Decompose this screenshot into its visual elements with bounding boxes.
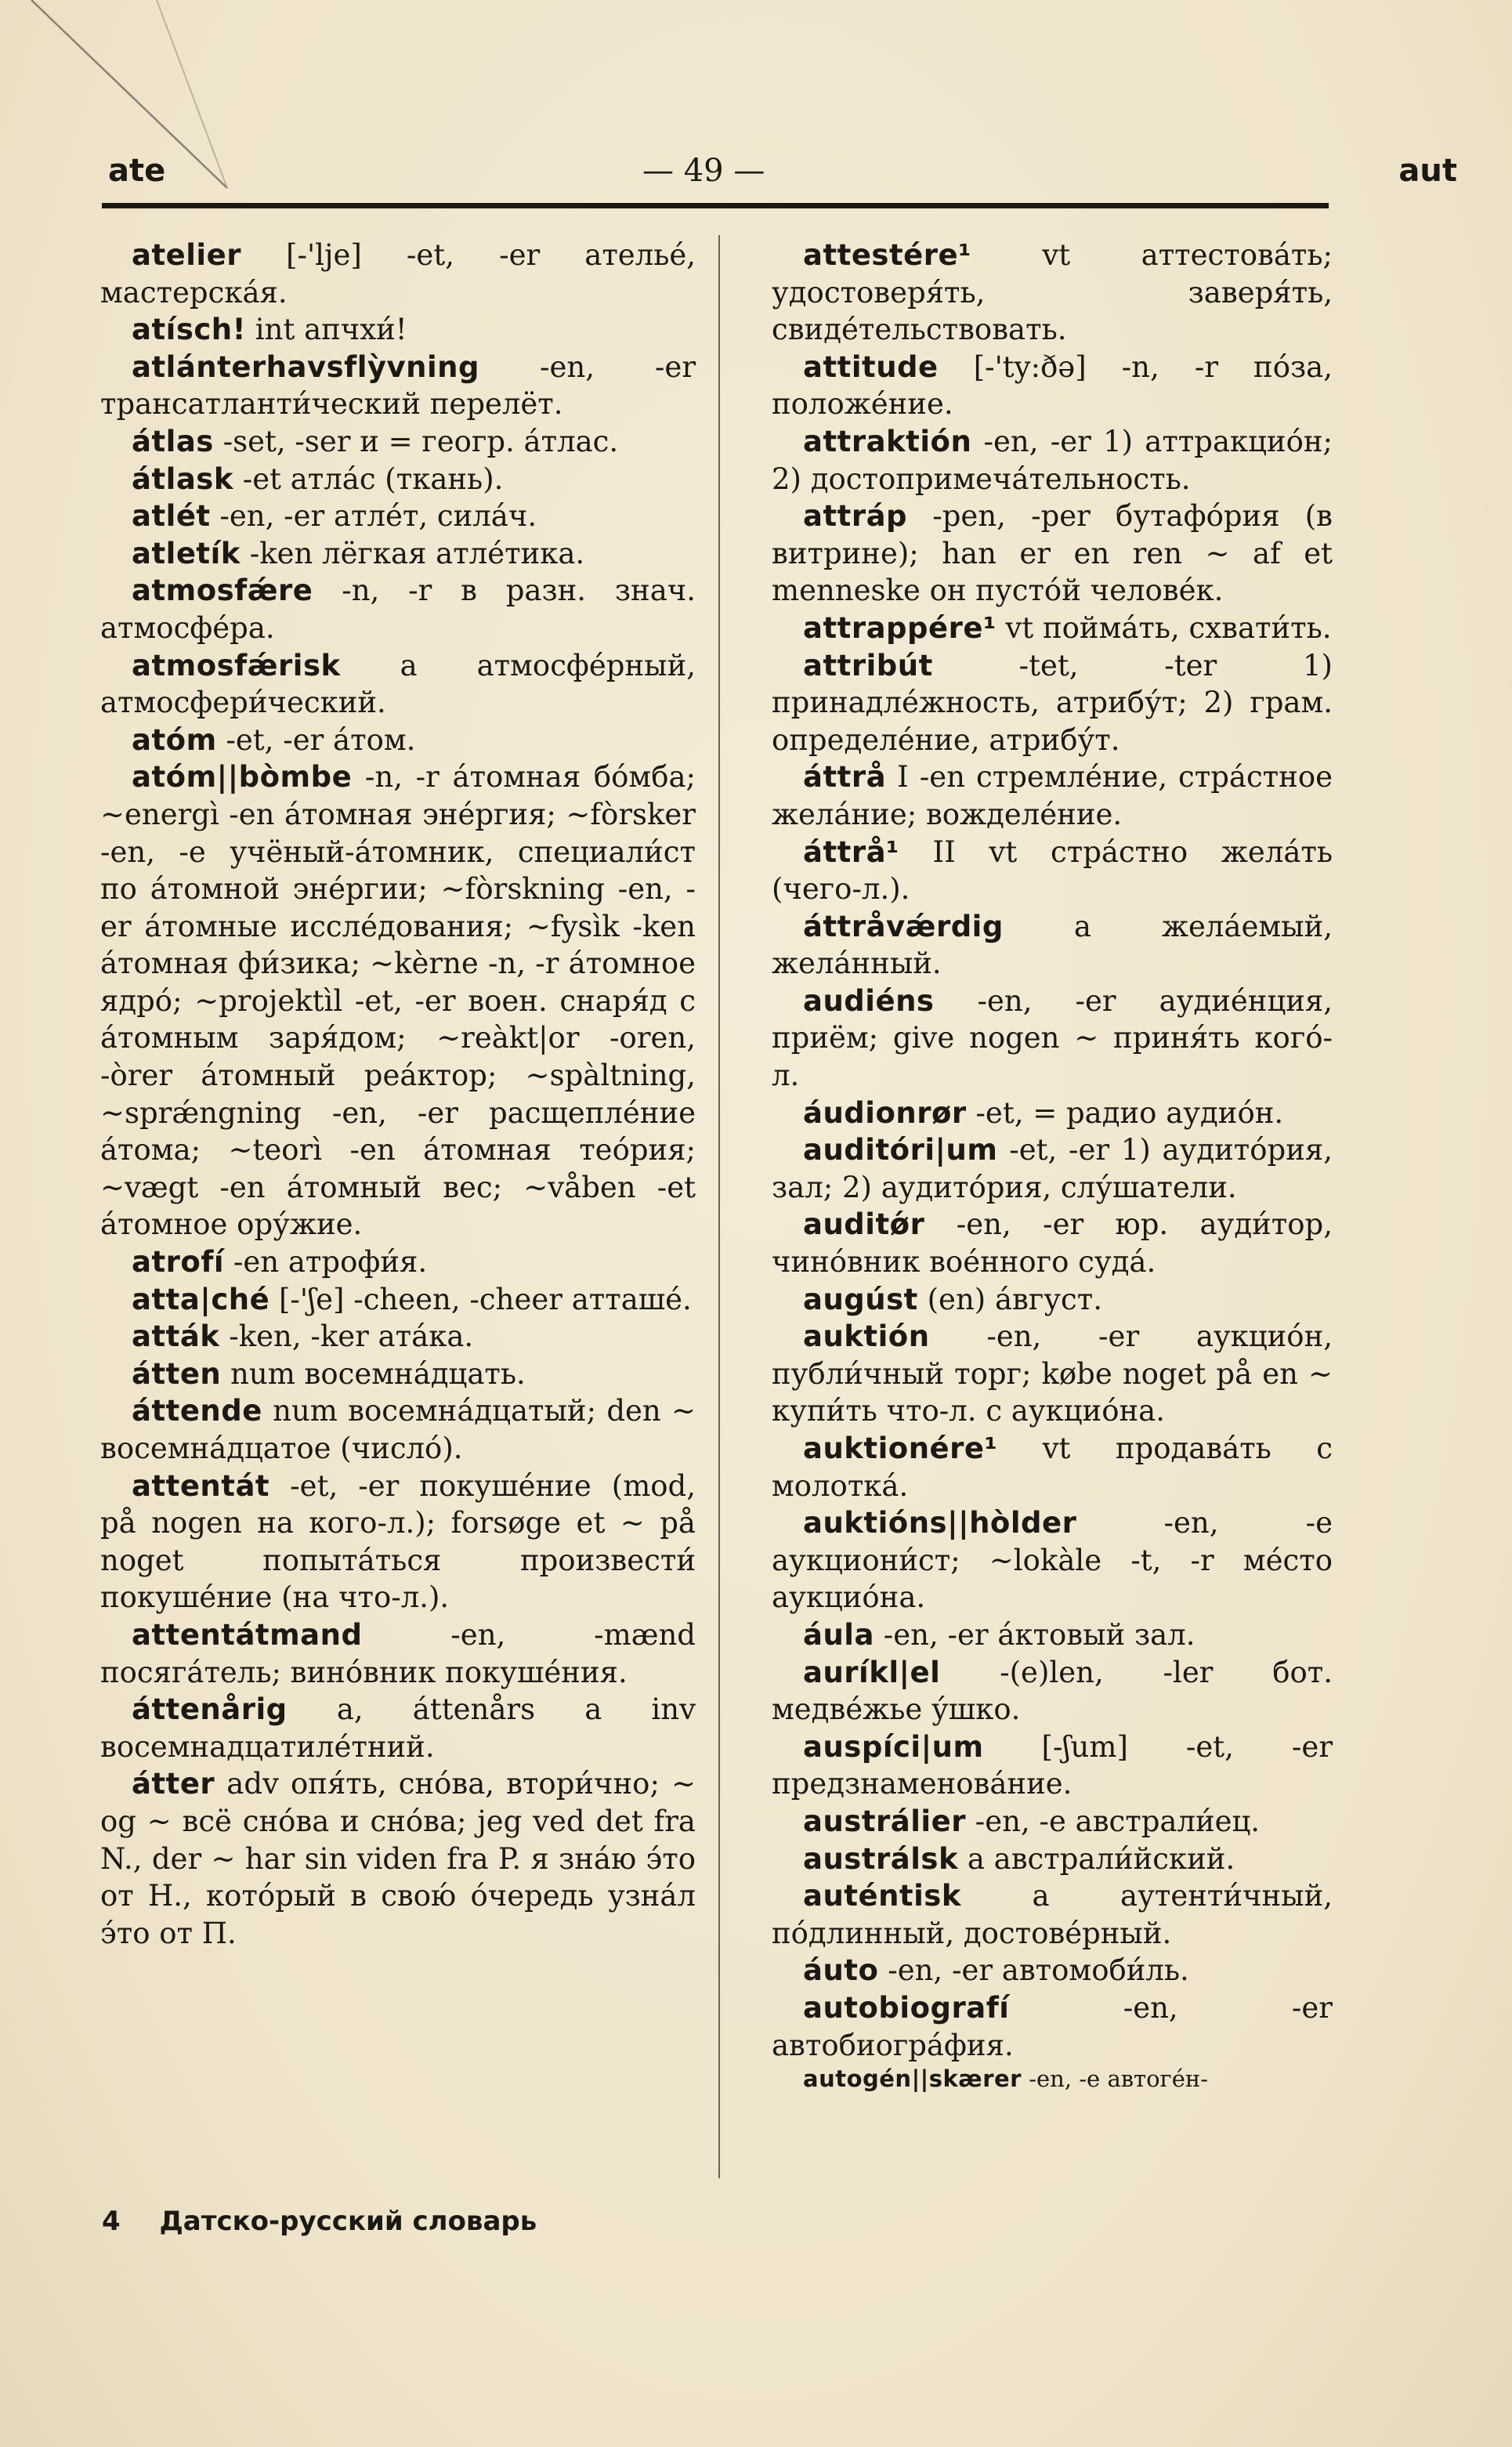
signature-title: Датско-русский словарь [159,2206,537,2237]
dictionary-entry [100,498,696,535]
dictionary-entry [100,535,696,573]
headword: audiéns [803,983,935,1018]
headword: auditóri|um [803,1133,998,1167]
entry-definition: а, áttenårs а inv восемнадцатиле́тний. [100,1692,696,1764]
dictionary-entry [772,1504,1333,1616]
entry-definition: (en) а́вгуст. [927,1282,1102,1316]
dictionary-entry [772,610,1333,647]
entry-definition: -tet, -ter 1) принадле́жность, атрибу́т; 2) грам. определе́ние, атрибу́т. [772,648,1333,757]
entry-definition: -et, -er 1) аудито́рия, зал; 2) аудито́рия, слу́шатели. [772,1133,1333,1204]
headword: áula [803,1617,874,1652]
dictionary-entry [100,1468,696,1616]
headword: auditǿr [803,1207,925,1242]
headword: átlask [132,462,233,496]
dictionary-entry [772,647,1333,759]
entry-definition: -en, -er а́ктовый зал. [883,1617,1195,1652]
dictionary-entry [100,423,696,461]
dictionary-entry [100,1691,696,1765]
headword: átlas [132,424,214,458]
headword: atták [132,1319,220,1354]
headword: atlét [132,499,211,534]
entry-definition: vt продава́ть с молотка́. [772,1432,1333,1503]
entry-definition: [-'ty:ðə] -n, -r по́за, положе́ние. [772,349,1333,422]
headword: autogén||skærer [803,2065,1022,2093]
entry-definition: -et, -er покуше́ние (mod, på nogen на кого-л.); forsøge et ~ på noget попыта́ться произвести́ покуше́ние (на что-л.). [100,1468,696,1615]
entry-definition: -en, -er трансатланти́ческий перелёт. [100,349,696,422]
column-divider [718,235,720,2178]
dictionary-entry [100,1243,696,1281]
entry-definition: -en, -er атле́т, сила́ч. [219,499,537,534]
headword: attitude [803,349,939,384]
header-guide-word-right: aut [1398,153,1457,189]
dictionary-entry [100,1318,696,1356]
dictionary-entry [772,1654,1333,1728]
dictionary-entry [100,647,696,722]
entry-definition: vt пойма́ть, схвати́ть. [1005,610,1332,645]
headword: atelier [132,238,241,272]
headword: auktión [803,1319,930,1354]
entry-definition: -en, -er аукцио́н, публи́чный торг; købe noget på en ~ купи́ть что-л. с аукцио́на. [772,1319,1333,1428]
dictionary-entry [772,1803,1333,1841]
dictionary-entry [772,1131,1333,1206]
headword: auktionére¹ [803,1432,998,1465]
entry-definition: -en атрофи́я. [233,1245,428,1280]
headword: atmosfǽrisk [132,648,341,682]
dictionary-entry [772,1281,1333,1319]
entry-definition: -set, -ser и = геогр. а́тлас. [222,424,619,458]
dictionary-entry [772,237,1333,349]
dictionary-entry [100,1356,696,1393]
dictionary-entry [772,908,1333,983]
dictionary-entry [772,983,1333,1095]
entry-definition: а атмосфе́рный, атмосфери́ческий. [100,648,696,720]
entry-definition: -ken, -ker ата́ка. [229,1319,474,1354]
headword: attráp [803,499,908,534]
dictionary-entry [100,1392,696,1467]
entry-definition: а австрали́йский. [967,1841,1235,1876]
entry-definition: -en, -er юр. ауди́тор, чино́вник вое́нного суда́. [772,1207,1333,1280]
entry-definition: -en, -e аукциони́ст; ~lokàle -t, -r ме́сто аукцио́на. [772,1506,1333,1615]
headword: auktións||hòlder [803,1506,1077,1540]
headword: atlánterhavsflỳvning [132,349,479,384]
entry-definition: num восемна́дцатый; den ~ восемна́дцатое (число́). [100,1394,696,1465]
headword: austrálsk [803,1841,959,1876]
entry-definition: -n, -r а́томная бо́мба; ~energì -en а́томная эне́ргия; ~fòrsker -en, -e учёный-а́томник, специали́ст по а́томной эне́ргии; ~fòrskning -en, -er а́томные иссле́дования; ~fysìk -ken а́томная фи́зика; ~kèrne -n, -r а́томное ядро́; ~projektìl -et, -er воен. снаря́д с а́томным заря́дом; ~reàkt|or -oren, -òrer а́томный реа́ктор; ~spàltning, ~sprǽngning -en, -er расщепле́ние а́тома; ~teorì -en а́томная тео́рия; ~vægt -en а́томный вес; ~våben -et а́томное ору́жие. [100,760,696,1242]
dictionary-entry [100,349,696,423]
entry-definition: II vt стра́стно жела́ть (чего-л.). [772,834,1333,907]
dictionary-entry [772,1206,1333,1280]
entry-definition: -en, -e автоге́н- [1029,2065,1209,2093]
entry-definition: -et, = радио аудио́н. [975,1095,1284,1130]
dictionary-entry [772,2064,1333,2094]
headword: áttenårig [132,1692,288,1727]
headword: auténtisk [803,1879,961,1913]
entry-definition: -(e)len, -ler бот. медве́жье у́шко. [772,1655,1333,1727]
entry-definition: -en, -er 1) аттракцио́н; 2) достопримеча́тельность. [772,424,1333,496]
entry-definition: num восемна́дцать. [230,1356,526,1391]
entry-definition: а жела́емый, жела́нный. [772,909,1333,981]
dictionary-entry [100,1616,696,1691]
dictionary-entry [772,1616,1333,1654]
entry-definition: adv опя́ть, сно́ва, втори́чно; ~ og ~ всё сно́ва и сно́ва; jeg ved det fra N., der ~ har sin viden fra P. я зна́ю э́то от Н., кото́рый в свою́ о́чередь узна́л э́то от П. [100,1767,696,1950]
dictionary-entry [100,758,696,1243]
entry-definition: -et атла́с (ткань). [242,462,504,496]
entry-definition: -en, -er автомоби́ль. [888,1953,1189,1988]
headword: áttrå¹ [803,834,899,869]
entry-definition: а аутенти́чный, по́длинный, достове́рный. [772,1879,1333,1950]
headword: austrálier [803,1804,966,1838]
signature-number: 4 [102,2206,121,2237]
entry-definition: vt аттестова́ть; удостоверя́ть, заверя́ть, свиде́тельствовать. [772,238,1333,347]
running-header [102,153,1457,208]
headword: atmosfǽre [132,574,313,608]
headword: attestére¹ [803,238,971,272]
entry-definition: -en, -e австрали́ец. [975,1804,1261,1838]
dictionary-entry [772,834,1333,908]
dictionary-entry [772,1989,1333,2064]
headword: autobiografí [803,1990,1010,2025]
headword: auspíci|um [803,1729,984,1764]
dictionary-entry [100,722,696,759]
entry-definition: -pen, -per бутафо́рия (в витрине); han er en ren ~ af et menneske он пусто́й челове́к. [772,499,1333,608]
headword: attraktión [803,424,972,458]
dictionary-entry [772,349,1333,423]
dictionary-entry [100,1765,696,1952]
entry-definition: -en, -er аудие́нция, приём; give nogen ~ приня́ть кого́-л. [772,983,1333,1093]
entry-definition: [-'ʃe] -cheen, -cheer атташе́. [278,1282,692,1316]
entry-definition: I -en стремле́ние, стра́стное жела́ние; вожделе́ние. [772,760,1333,831]
headword: áttrå [803,760,887,795]
entry-definition: -et, -er а́том. [226,722,416,757]
headword: áudionrør [803,1095,967,1130]
entry-definition: [-'lje] -et, -er ателье́, мастерска́я. [100,238,696,309]
dictionary-entry [100,461,696,498]
dictionary-entry [100,237,696,311]
dictionary-entry [772,423,1333,498]
headword: átter [132,1767,215,1801]
dictionary-entry [772,1318,1333,1430]
entry-definition: -ken лёгкая атле́тика. [249,536,585,570]
dictionary-entry [772,1841,1333,1878]
entry-definition: -en, -mænd посяга́тель; вино́вник покуше́ния. [100,1617,696,1689]
right-column [772,237,1333,2094]
dictionary-entry [100,311,696,349]
entry-definition: [-ʃum] -et, -er предзнаменова́ние. [772,1729,1333,1801]
header-rule [102,203,1329,208]
headword: attribút [803,648,933,682]
entry-definition: -n, -r в разн. знач. атмосфе́ра. [100,574,696,645]
dictionary-entry [772,1952,1333,1989]
left-column [100,237,696,1952]
dictionary-entry [772,498,1333,610]
dictionary-entry [772,1095,1333,1132]
headword: atrofí [132,1245,225,1280]
headword: atísch! [132,313,247,347]
headword: attentát [132,1468,270,1503]
signature-footer [102,2206,537,2237]
page-number: — 49 — [642,153,765,189]
header-guide-word-left: ate [108,153,166,189]
headword: attentátmand [132,1617,363,1652]
headword: augúst [803,1282,918,1316]
headword: áttråvǽrdig [803,909,1004,943]
dictionary-entry [772,758,1333,833]
entry-definition: int апчхи́! [255,313,407,347]
headword: atóm [132,722,217,757]
dictionary-entry [772,1877,1333,1952]
dictionary-entry [772,1430,1333,1504]
dictionary-entry [100,1281,696,1319]
headword: áttende [132,1394,262,1428]
headword: atletík [132,536,241,570]
headword: atta|ché [132,1282,270,1316]
headword: áuto [803,1953,879,1988]
dictionary-entry [772,1728,1333,1803]
headword: átten [132,1356,222,1391]
dictionary-entry [100,572,696,646]
headword: attrappére¹ [803,610,997,645]
headword: auríkl|el [803,1655,941,1689]
headword: atóm||bòmbe [132,760,353,795]
entry-definition: -en, -er автобиогра́фия. [772,1990,1333,2062]
